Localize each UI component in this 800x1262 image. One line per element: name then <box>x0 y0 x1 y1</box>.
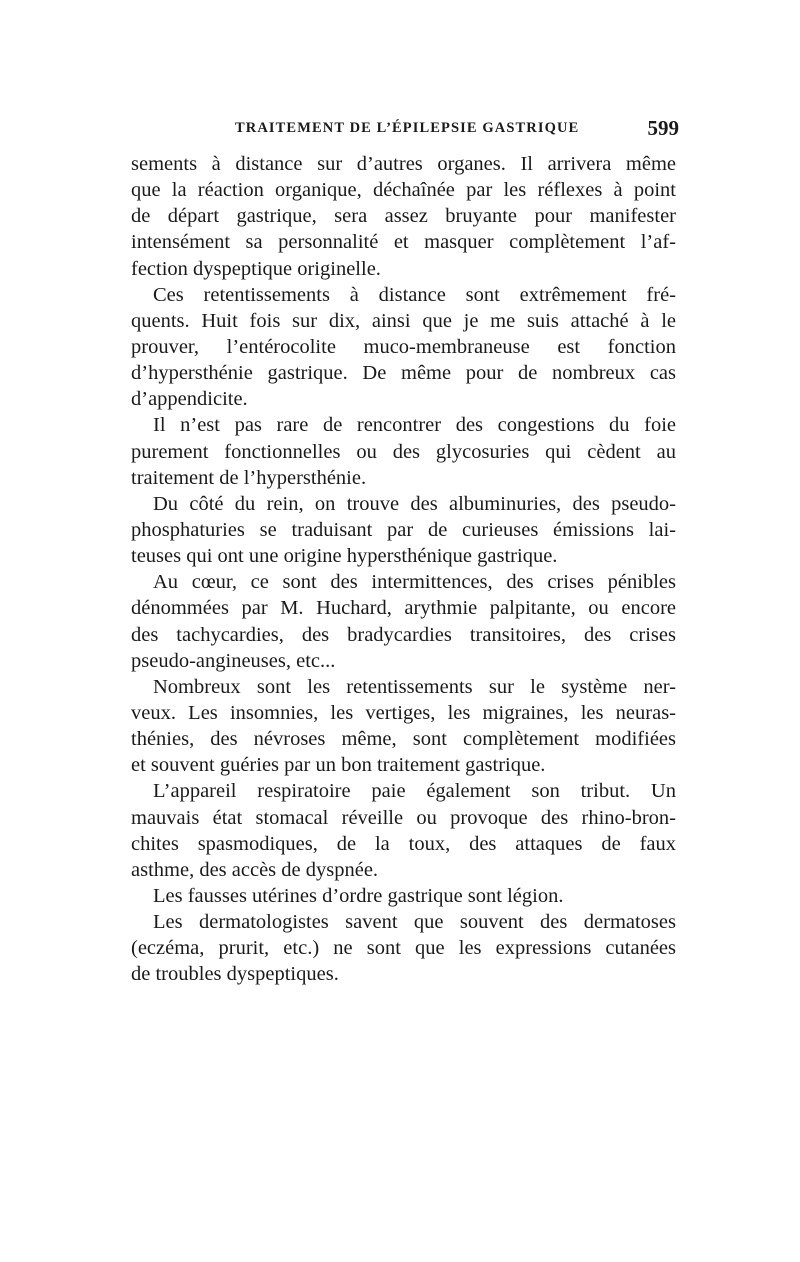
paragraph <box>131 883 676 909</box>
paragraph <box>131 778 676 883</box>
paragraph <box>131 151 676 282</box>
text-line: purement fonctionnelles ou des glycosuries qui cèdent au <box>131 440 676 463</box>
paragraph <box>131 282 676 413</box>
text-line: Nombreux sont les retentissements sur le système ner- <box>153 675 676 698</box>
text-line: (eczéma, prurit, etc.) ne sont que les expressions cutanées <box>131 937 676 960</box>
text-line: intensément sa personnalité et masquer complètement l’af- <box>131 231 676 254</box>
text-line: Du côté du rein, on trouve des albuminuries, des pseudo- <box>153 492 676 515</box>
text-line: mauvais état stomacal réveille ou provoque des rhino-bron- <box>131 806 676 829</box>
text-line: prouver, l’entérocolite muco-membraneuse est fonction <box>131 335 676 358</box>
body-text <box>131 151 676 988</box>
running-title: TRAITEMENT DE L’ÉPILEPSIE GASTRIQUE <box>235 120 580 136</box>
text-line: phosphaturies se traduisant par de curieuses émissions lai- <box>131 518 676 541</box>
text-line: d’appendicite. <box>131 388 248 411</box>
page-number: 599 <box>647 116 679 140</box>
text-line: d’hypersthénie gastrique. De même pour de nombreux cas <box>131 362 676 385</box>
text-line: veux. Les insomnies, les vertiges, les migraines, les neuras- <box>131 701 676 724</box>
text-line: que la réaction organique, déchaînée par les réflexes à point <box>131 179 676 202</box>
text-line: thénies, des névroses même, sont complètement modifiées <box>131 728 676 751</box>
text-line: dénommées par M. Huchard, arythmie palpitante, ou encore <box>131 597 676 620</box>
paragraph <box>131 674 676 779</box>
paragraph <box>131 491 676 569</box>
text-line: Les fausses utérines d’ordre gastrique sont légion. <box>153 884 564 907</box>
text-line: teuses qui ont une origine hypersthénique gastrique. <box>131 545 558 568</box>
paragraph <box>131 412 676 490</box>
text-line: asthme, des accès de dyspnée. <box>131 858 379 881</box>
running-head <box>131 118 679 144</box>
text-line: de troubles dyspeptiques. <box>131 963 339 986</box>
text-line: Les dermatologistes savent que souvent des dermatoses <box>153 911 676 934</box>
text-line: Ces retentissements à distance sont extrêmement fré- <box>153 283 676 306</box>
text-line: quents. Huit fois sur dix, ainsi que je me suis attaché à le <box>131 309 676 332</box>
text-line: chites spasmodiques, de la toux, des attaques de faux <box>131 832 676 855</box>
text-line: et souvent guéries par un bon traitement gastrique. <box>131 754 546 777</box>
paragraph <box>131 569 676 674</box>
text-line: de départ gastrique, sera assez bruyante pour manifester <box>131 205 676 228</box>
text-line: Il n’est pas rare de rencontrer des congestions du foie <box>153 414 676 437</box>
paragraph <box>131 909 676 987</box>
text-line: sements à distance sur d’autres organes. Il arrivera même <box>131 153 676 175</box>
text-line: traitement de l’hypersthénie. <box>131 466 367 489</box>
text-line: L’appareil respiratoire paie également son tribut. Un <box>153 780 676 803</box>
text-line: pseudo-angineuses, etc... <box>131 649 336 672</box>
text-line: des tachycardies, des bradycardies transitoires, des crises <box>131 623 676 646</box>
text-line: Au cœur, ce sont des intermittences, des crises pénibles <box>153 571 676 594</box>
text-line: fection dyspeptique originelle. <box>131 257 381 280</box>
